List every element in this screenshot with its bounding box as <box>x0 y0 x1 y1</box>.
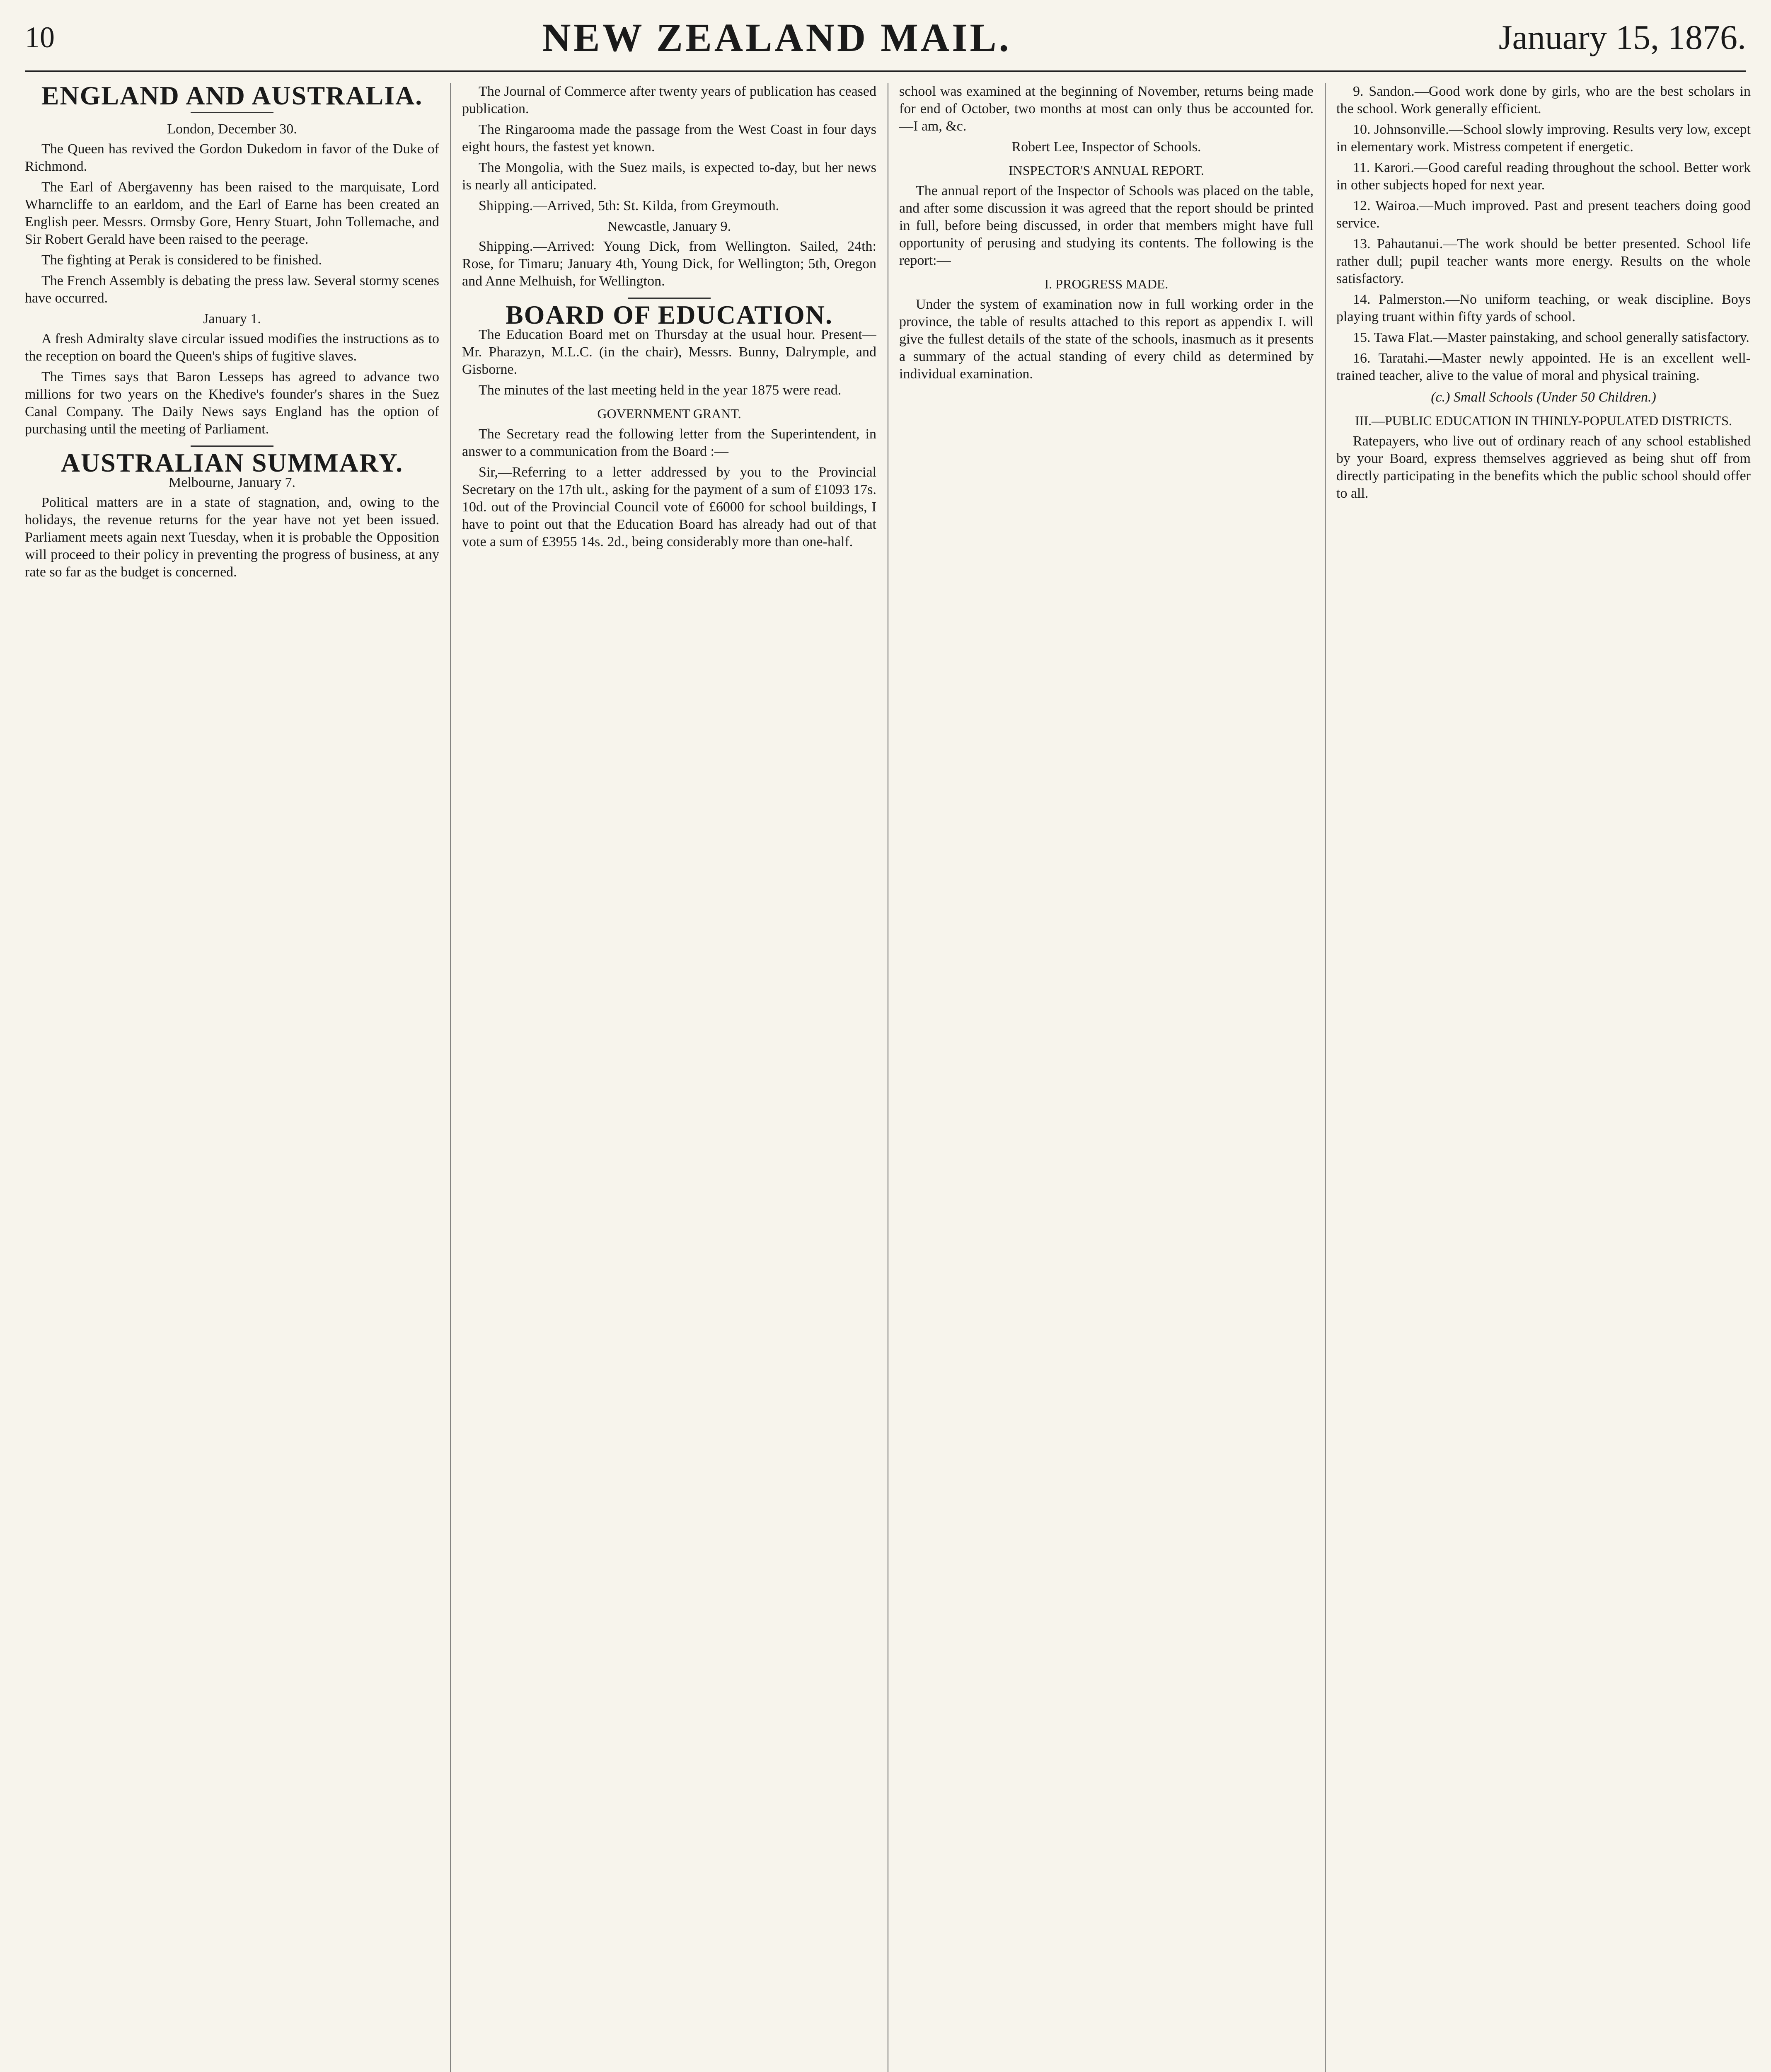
section-rule <box>191 445 273 447</box>
subheading: (c.) Small Schools (Under 50 Children.) <box>1431 390 1656 405</box>
dateline: January 1. <box>203 311 261 327</box>
column-divider <box>1325 83 1326 2072</box>
column-2 <box>462 83 876 2072</box>
paragraph: Sir,—Referring to a letter addressed by you to the Provincial Secretary on the 17th ult., asking for the payment of a sum of £1093 17s. 10d. out of the Provincial Council vote of £6000 for school buildings, I have to point out that the Education Board has already had out of that vote a sum of £3955 14s. 2d., being considerably more than one-half. <box>462 465 876 549</box>
dateline: Newcastle, January 9. <box>607 219 731 234</box>
paragraph: The Mongolia, with the Suez mails, is expected to-day, but her news is nearly all anticipated. <box>462 160 876 193</box>
paragraph: Shipping.—Arrived: Young Dick, from Wellington. Sailed, 24th: Rose, for Timaru; January 4th, Young Dick, for Wellington; 5th, Oregon and Anne Melhuish, for Wellington. <box>462 239 876 289</box>
paragraph: school was examined at the beginning of November, returns being made for end of October, two months at most can only thus be accounted for.—I am, &c. <box>899 84 1314 134</box>
paragraph: The Journal of Commerce after twenty years of publication has ceased publication. <box>462 84 876 116</box>
paragraph: 9. Sandon.—Good work done by girls, who are the best scholars in the school. Work generally efficient. <box>1336 84 1751 116</box>
signature: Robert Lee, Inspector of Schools. <box>1011 139 1201 155</box>
subheading: III.—PUBLIC EDUCATION IN THINLY-POPULATED DISTRICTS. <box>1355 413 1732 428</box>
paragraph: The Times says that Baron Lesseps has agreed to advance two millions for two years on the Khedive's founder's shares in the Suez Canal Company. The Daily News says England has the option of purchasing until the meeting of Parliament. <box>25 369 439 437</box>
article-heading: AUSTRALIAN SUMMARY. <box>60 448 404 477</box>
paragraph: 10. Johnsonville.—School slowly improving. Results very low, except in elementary work. Mistress competent if energetic. <box>1336 122 1751 155</box>
heading-rule <box>191 112 273 113</box>
newspaper-title: NEW ZEALAND MAIL. <box>542 15 1011 60</box>
dateline: Melbourne, January 7. <box>169 475 295 490</box>
masthead-rule <box>25 70 1746 72</box>
column-1 <box>25 83 439 2072</box>
subheading: INSPECTOR'S ANNUAL REPORT. <box>1009 163 1204 178</box>
article-heading: BOARD OF EDUCATION. <box>505 300 833 329</box>
column-divider <box>450 83 451 2072</box>
column-3 <box>899 83 1314 2072</box>
paragraph: The Queen has revived the Gordon Dukedom in favor of the Duke of Richmond. <box>25 141 439 174</box>
column-4 <box>1336 83 1751 2072</box>
paragraph: 16. Taratahi.—Master newly appointed. He is an excellent well-trained teacher, alive to the value of moral and physical training. <box>1336 351 1751 383</box>
dateline: London, December 30. <box>167 121 297 137</box>
masthead <box>25 12 1746 62</box>
paragraph: Under the system of examination now in full working order in the province, the table of results attached to this report as appendix I. will give the fullest details of the state of the schools, inasmuch as it presents a summary of the actual standing of every child as determined by individual examination. <box>899 297 1314 382</box>
article-heading: ENGLAND AND AUSTRALIA. <box>41 83 423 110</box>
paragraph: A fresh Admiralty slave circular issued modifies the instructions as to the reception on board the Queen's ships of fugitive slaves. <box>25 331 439 364</box>
paragraph: 15. Tawa Flat.—Master painstaking, and school generally satisfactory. <box>1353 330 1749 345</box>
section-rule <box>628 298 711 299</box>
paragraph: 13. Pahautanui.—The work should be better presented. School life rather dull; pupil teacher wants more energy. Results on the whole satisfactory. <box>1336 236 1751 286</box>
paragraph: The Ringarooma made the passage from the West Coast in four days eight hours, the fastest yet known. <box>462 122 876 155</box>
page-number: 10 <box>25 20 55 54</box>
paragraph: The Secretary read the following letter from the Superintendent, in answer to a communication from the Board :— <box>462 426 876 459</box>
paragraph: The Earl of Abergavenny has been raised to the marquisate, Lord Wharncliffe to an earldom, and the Earl of Earne has been created an English peer. Messrs. Ormsby Gore, Henry Stuart, John Tollemache, and Sir Robert Gerald have been raised to the peerage. <box>25 179 439 247</box>
paragraph: The Education Board met on Thursday at the usual hour. Present—Mr. Pharazyn, M.L.C. (in the chair), Messrs. Bunny, Dalrymple, and Gisborne. <box>462 327 876 377</box>
paragraph: 14. Palmerston.—No uniform teaching, or weak discipline. Boys playing truant within fifty yards of school. <box>1336 292 1751 324</box>
paragraph: Shipping.—Arrived, 5th: St. Kilda, from Greymouth. <box>479 198 779 213</box>
paragraph: 11. Karori.—Good careful reading throughout the school. Better work in other subjects hoped for next year. <box>1336 160 1751 193</box>
paragraph: The minutes of the last meeting held in the year 1875 were read. <box>479 382 842 398</box>
paragraph: The French Assembly is debating the press law. Several stormy scenes have occurred. <box>25 273 439 306</box>
paragraph: The annual report of the Inspector of Schools was placed on the table, and after some discussion it was agreed that the report should be printed in full, before being discussed, in order that members might have full opportunity of perusing and studying its contents. The following is the report:— <box>899 183 1314 268</box>
paragraph: The fighting at Perak is considered to be finished. <box>41 252 322 268</box>
paragraph: Ratepayers, who live out of ordinary reach of any school established by your Board, express themselves aggrieved as being shut off from directly participating in the benefits which the public school should offer to all. <box>1336 433 1751 501</box>
subheading: I. PROGRESS MADE. <box>1044 276 1169 291</box>
paragraph: Political matters are in a state of stagnation, and, owing to the holidays, the revenue returns for the year have not yet been issued. Parliament meets again next Tuesday, when it is probable the Opposition will proceed to their policy in preventing the progress of business, at any rate so far as the budget is concerned. <box>25 495 439 580</box>
subheading: GOVERNMENT GRANT. <box>597 406 741 421</box>
issue-date: January 15, 1876. <box>1498 18 1746 57</box>
paragraph: 12. Wairoa.—Much improved. Past and present teachers doing good service. <box>1336 198 1751 231</box>
